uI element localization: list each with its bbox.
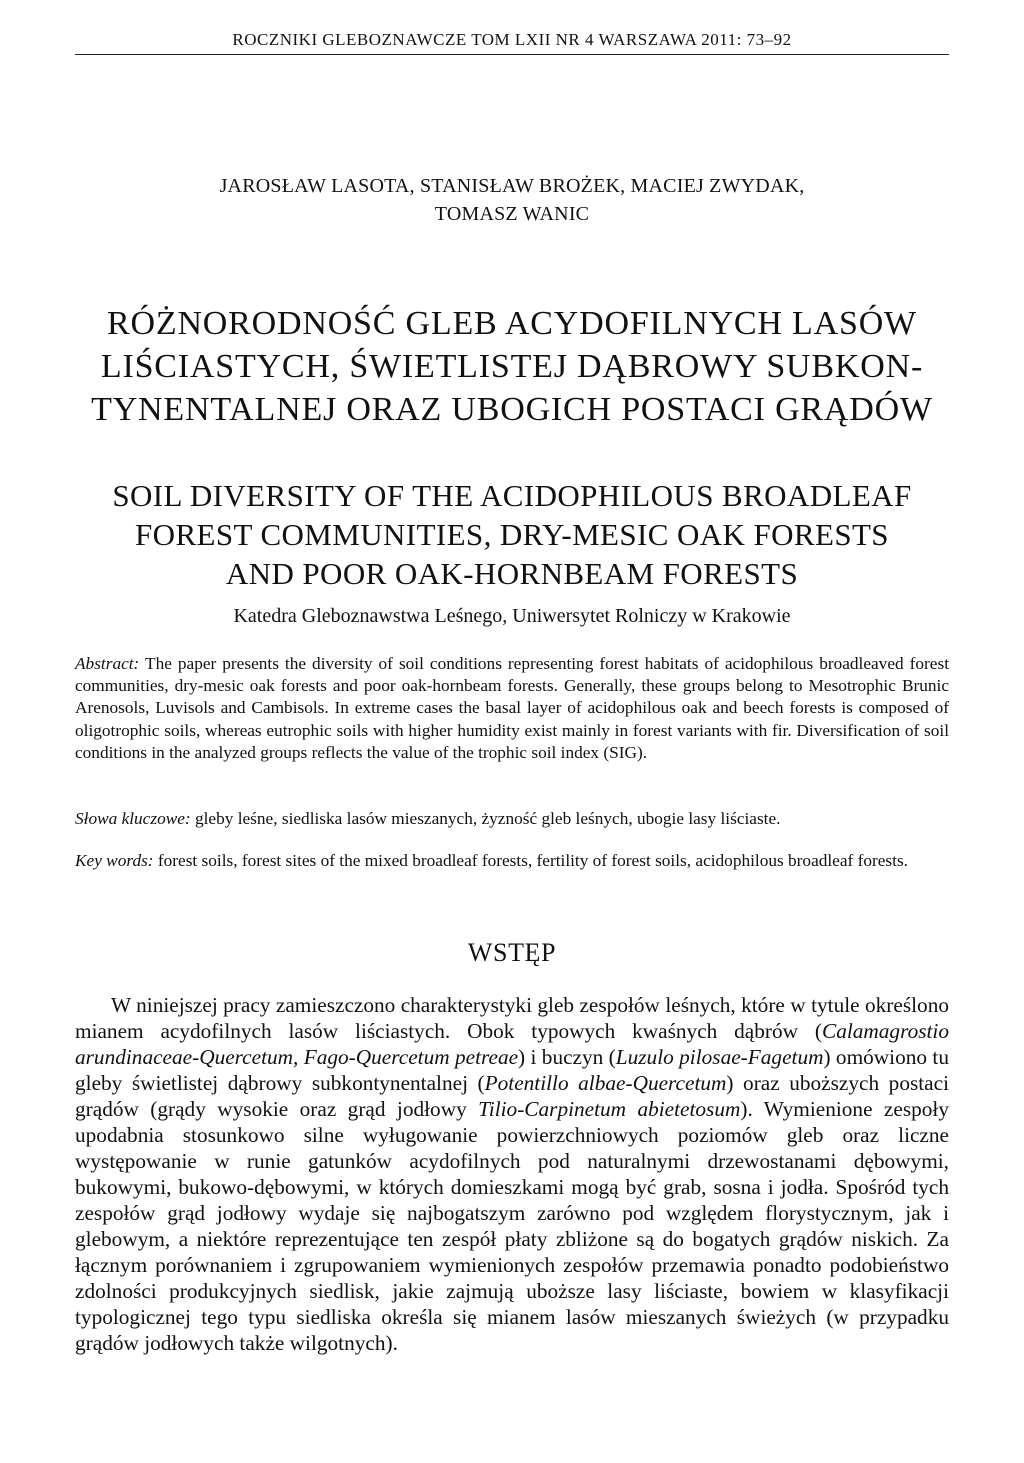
latin-name-1: Calamagrostio arundinaceae-Quercetum, Fago-Quercetum petreae <box>75 1019 949 1069</box>
abstract-label: Abstract: <box>75 654 140 673</box>
abstract <box>75 653 949 764</box>
body-text-4: ) oraz uboższych postaci grądów (grądy wysokie oraz grąd jodłowy <box>75 1071 949 1121</box>
keywords-english <box>75 850 949 872</box>
authors-line-2: TOMASZ WANIC <box>434 203 590 225</box>
keywords-english-text: forest soils, forest sites of the mixed broadleaf forests, fertility of forest soils, acidophilous broadleaf forests. <box>153 851 908 870</box>
keywords-polish-text: gleby leśne, siedliska lasów mieszanych, żyzność gleb leśnych, ubogie lasy liściaste. <box>190 809 781 828</box>
title-english-line-1: SOIL DIVERSITY OF THE ACIDOPHILOUS BROADLEAF <box>112 478 912 513</box>
latin-name-2: Luzulo pilosae-Fagetum <box>615 1045 824 1069</box>
latin-name-4: Tilio-Carpinetum abietetosum <box>478 1097 741 1121</box>
body-text-2: ) i buczyn ( <box>518 1045 616 1069</box>
body-text-5: ). Wymienione zespoły upodabnia stosunkowo silne wyługowanie powierzchniowych poziomów gleb oraz liczne występowanie w runie gatunków acydofilnych pod naturalnymi drzewostanami dębowymi, bukowymi, bukowo-dębowymi, w których domieszkami mogą być grab, sosna i jodła. Spośród tych zespołów grąd jodłowy wydaje się najbogatszym zarówno pod względem florystycznym, jak i glebowym, a niektóre reprezentujące ten zespół płaty zbliżone są do bogatych grądów niskich. Za łącznym porównaniem i zgrupowaniem wymienionych zespołów przemawia ponadto podobieństwo zdolności produkcyjnych siedlisk, jakie zajmują uboższe lasy liściaste, bowiem w klasyfikacji typologicznej tego typu siedliska określa się mianem lasów mieszanych świeżych (w przypadku grądów jodłowych także wilgotnych). <box>75 1097 949 1355</box>
title-english-line-3: AND POOR OAK-HORNBEAM FORESTS <box>225 556 799 591</box>
title-english <box>60 476 964 593</box>
title-polish-line-3: TYNENTALNEJ ORAZ UBOGICH POSTACI GRĄDÓW <box>91 391 933 428</box>
title-polish-line-1: RÓŻNORODNOŚĆ GLEB ACYDOFILNYCH LASÓW <box>107 305 917 342</box>
keywords-polish <box>75 808 949 830</box>
title-polish-line-2: LIŚCIASTYCH, ŚWIETLISTEJ DĄBROWY SUBKON- <box>100 348 924 385</box>
body-paragraph <box>75 992 949 1356</box>
title-english-line-2: FOREST COMMUNITIES, DRY-MESIC OAK FORESTS <box>135 517 889 552</box>
section-heading: WSTĘP <box>467 938 557 967</box>
body-text-3: ) omówiono tu gleby świetlistej dąbrowy subkontynentalnej ( <box>75 1045 949 1095</box>
title-polish <box>60 302 964 431</box>
running-header: ROCZNIKI GLEBOZNAWCZE TOM LXII NR 4 WARSZAWA 2011: 73–92 <box>75 30 949 55</box>
abstract-text: The paper presents the diversity of soil conditions representing forest habitats of acidophilous broadleaved forest communities, dry-mesic oak forests and poor oak-hornbeam forests. Generally, these groups belong to Mesotrophic Brunic Arenosols, Luvisols and Cambisols. In extreme cases the basal layer of acidophilous oak and beech forests is composed of oligotrophic soils, whereas eutrophic soils with higher humidity exist mainly in forest variants with fir. Diversification of soil conditions in the analyzed groups reflects the value of the trophic soil index (SIG). <box>75 654 949 762</box>
body-text-1: W niniejszej pracy zamieszczono charakterystyki gleb zespołów leśnych, które w tytule określono mianem acydofilnych lasów liściastych. Obok typowych kwaśnych dąbrów ( <box>75 993 949 1043</box>
latin-name-3: Potentillo albae-Quercetum <box>484 1071 727 1095</box>
affiliation: Katedra Gleboznawstwa Leśnego, Uniwersytet Rolniczy w Krakowie <box>233 605 791 627</box>
authors <box>75 172 949 228</box>
keywords-english-label: Key words: <box>75 851 154 870</box>
keywords-polish-label: Słowa kluczowe: <box>75 809 191 828</box>
authors-line-1: JAROSŁAW LASOTA, STANISŁAW BROŻEK, MACIEJ ZWYDAK, <box>219 175 805 197</box>
